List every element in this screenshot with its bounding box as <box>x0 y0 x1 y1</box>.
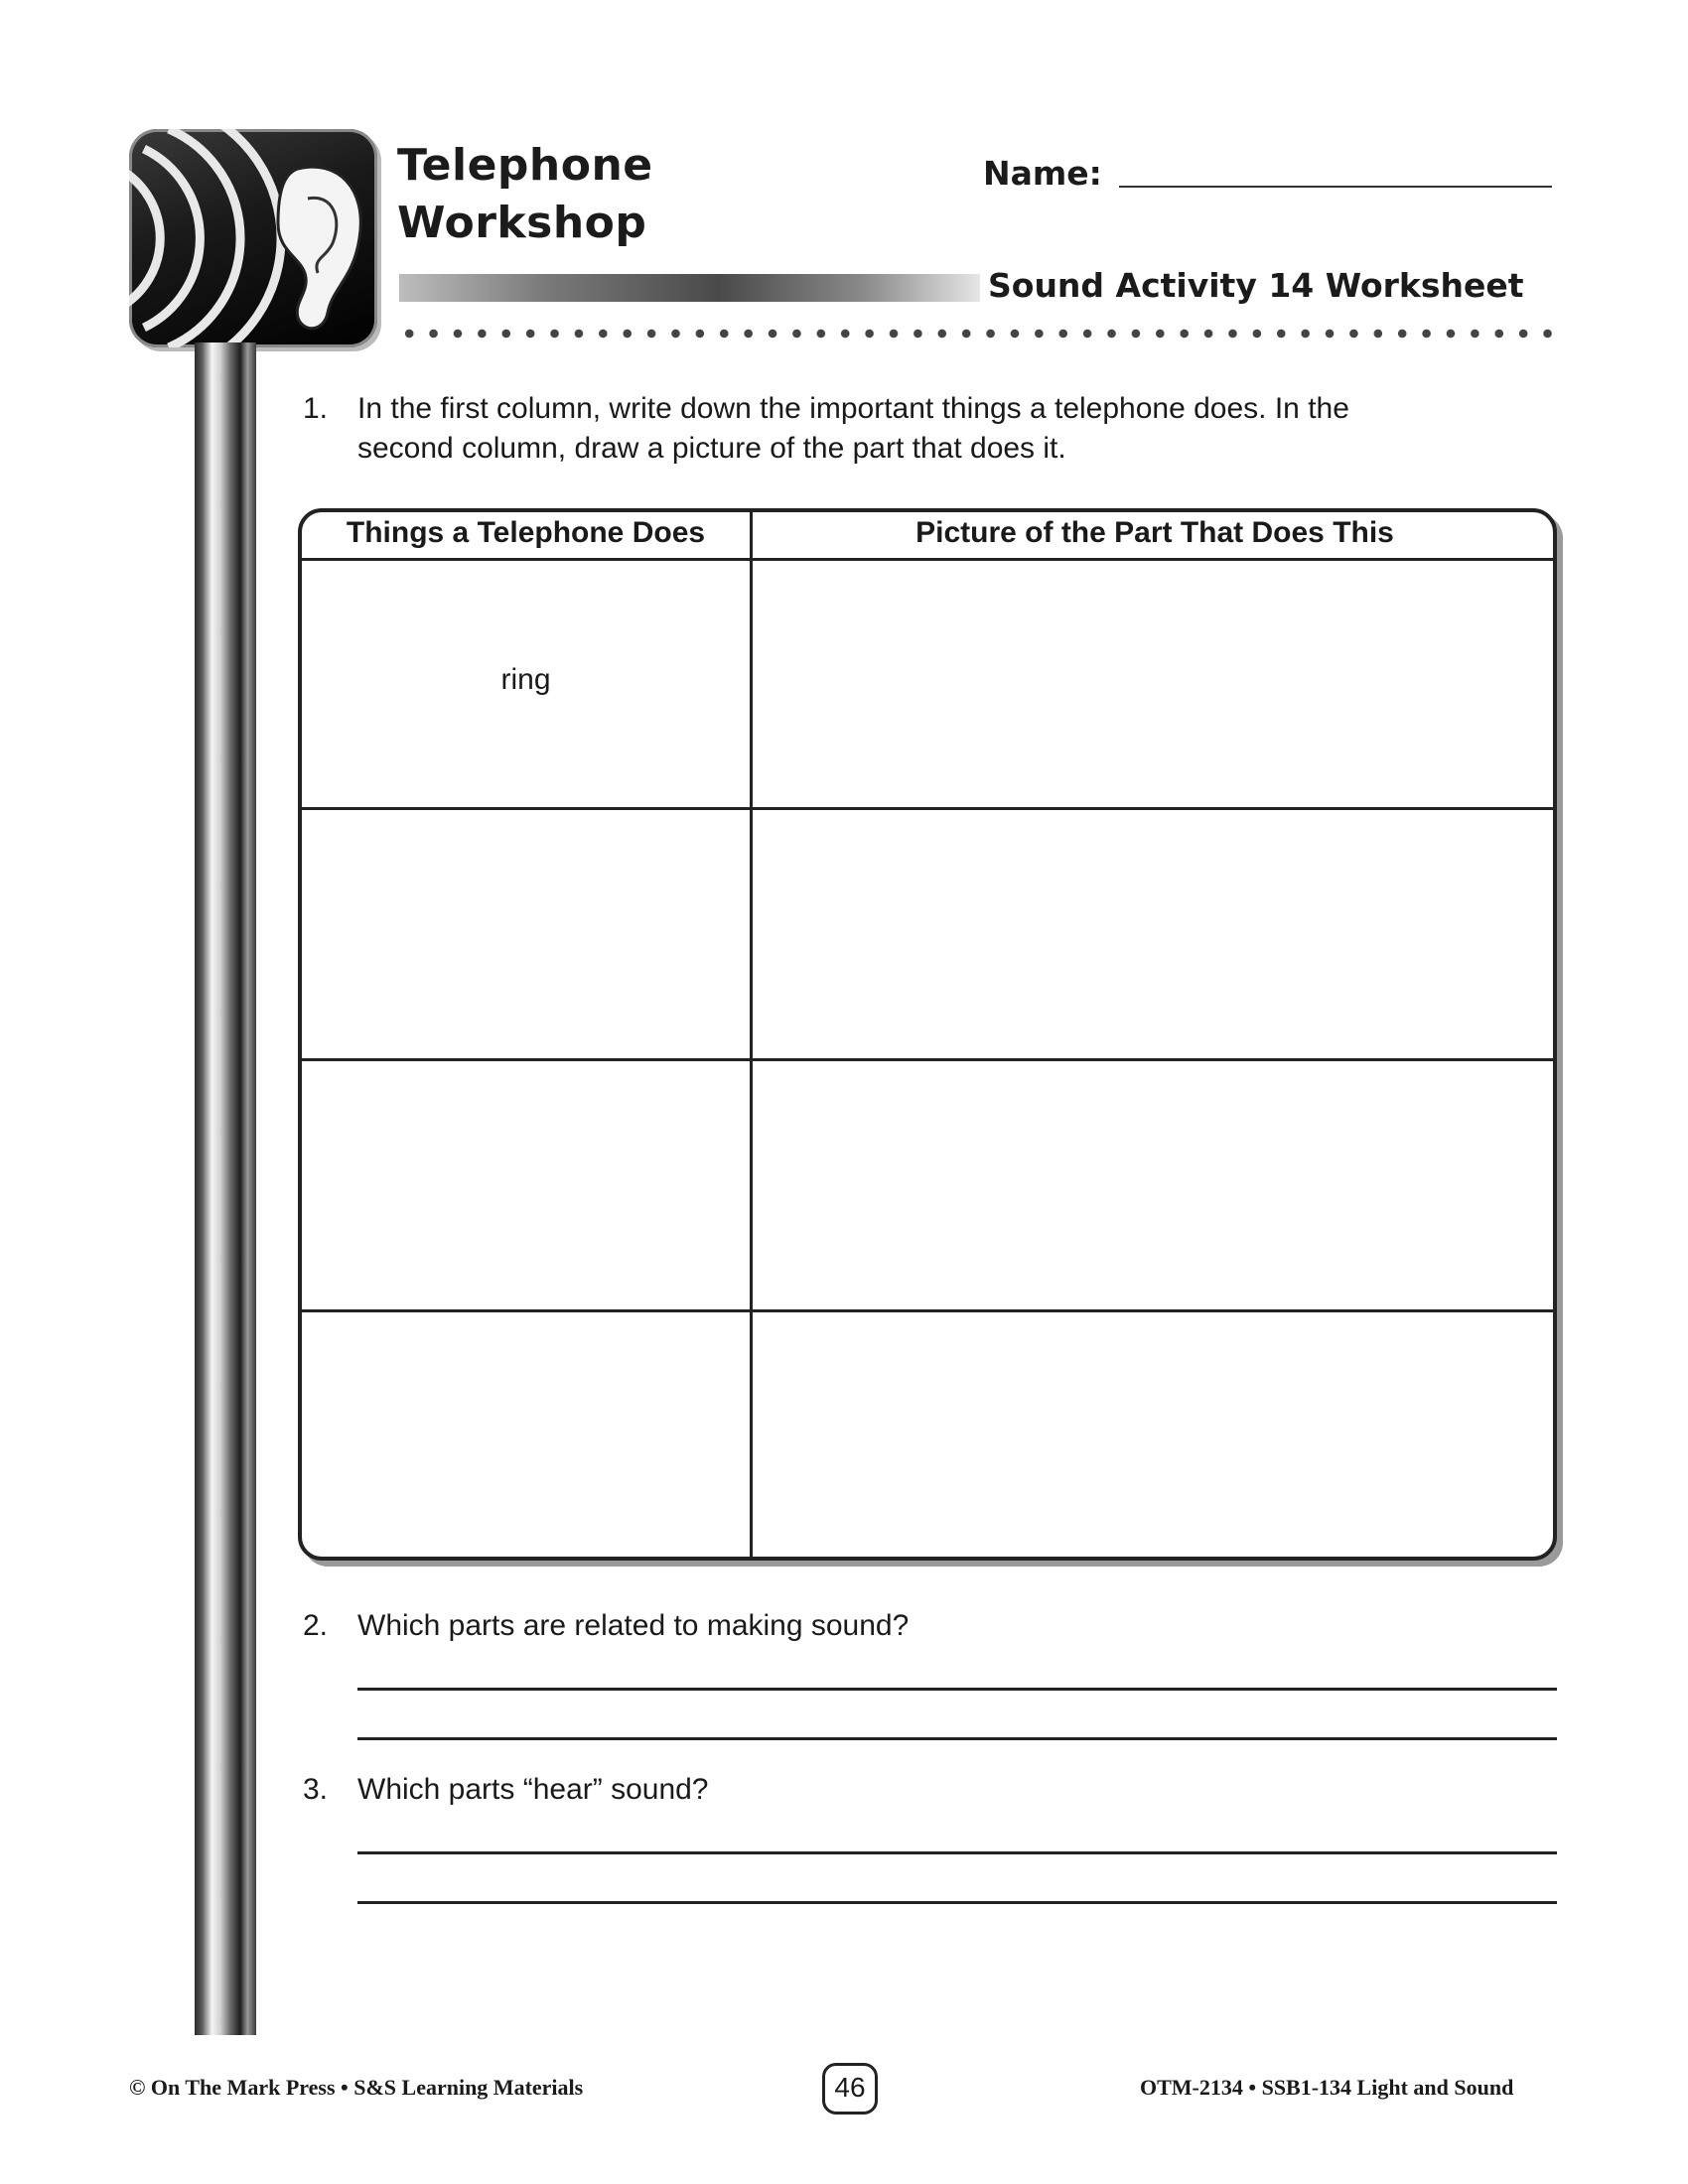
question-text: Which parts are related to making sound? <box>357 1609 910 1642</box>
gradient-divider <box>399 274 980 302</box>
footer-copyright: © On The Mark Press • S&S Learning Materials <box>129 2075 584 2100</box>
name-label: Name: <box>983 154 1102 193</box>
table-cell-does[interactable]: ring <box>500 663 551 696</box>
question-3 <box>303 1770 1564 1810</box>
question-text-line-1: In the first column, write down the important things a telephone does. In the <box>357 392 1349 425</box>
answer-line-q3-1[interactable] <box>357 1851 1557 1854</box>
answer-line-q2-2[interactable] <box>357 1737 1557 1740</box>
column-header-picture: Picture of the Part That Does This <box>915 516 1394 549</box>
question-number: 2. <box>303 1609 329 1642</box>
footer-product-code: OTM-2134 • SSB1-134 Light and Sound <box>1140 2075 1514 2100</box>
column-divider <box>750 512 753 1557</box>
answer-line-q3-2[interactable] <box>357 1901 1557 1904</box>
row-divider <box>302 807 1553 810</box>
title-line-1: Telephone <box>397 140 653 191</box>
title-line-2: Workshop <box>397 198 647 248</box>
question-text: Which parts “hear” sound? <box>357 1773 709 1806</box>
worksheet-title <box>397 137 653 252</box>
question-1 <box>303 389 1564 473</box>
question-text-line-2: second column, draw a picture of the part that does it. <box>357 432 1066 465</box>
question-2 <box>303 1606 1564 1646</box>
dotted-divider <box>397 328 1559 340</box>
decorative-pole <box>195 342 256 2035</box>
name-field[interactable] <box>1119 186 1552 188</box>
question-number: 1. <box>303 392 329 425</box>
column-header-things: Things a Telephone Does <box>346 516 706 549</box>
ear-sound-waves-icon <box>129 129 377 347</box>
worksheet-subtitle: Sound Activity 14 Worksheet <box>988 266 1524 305</box>
row-divider <box>302 1058 1553 1061</box>
answer-line-q2-1[interactable] <box>357 1688 1557 1691</box>
question-number: 3. <box>303 1773 329 1806</box>
telephone-parts-table <box>298 508 1557 1561</box>
page-number: 46 <box>822 2063 878 2115</box>
row-divider <box>302 1309 1553 1312</box>
